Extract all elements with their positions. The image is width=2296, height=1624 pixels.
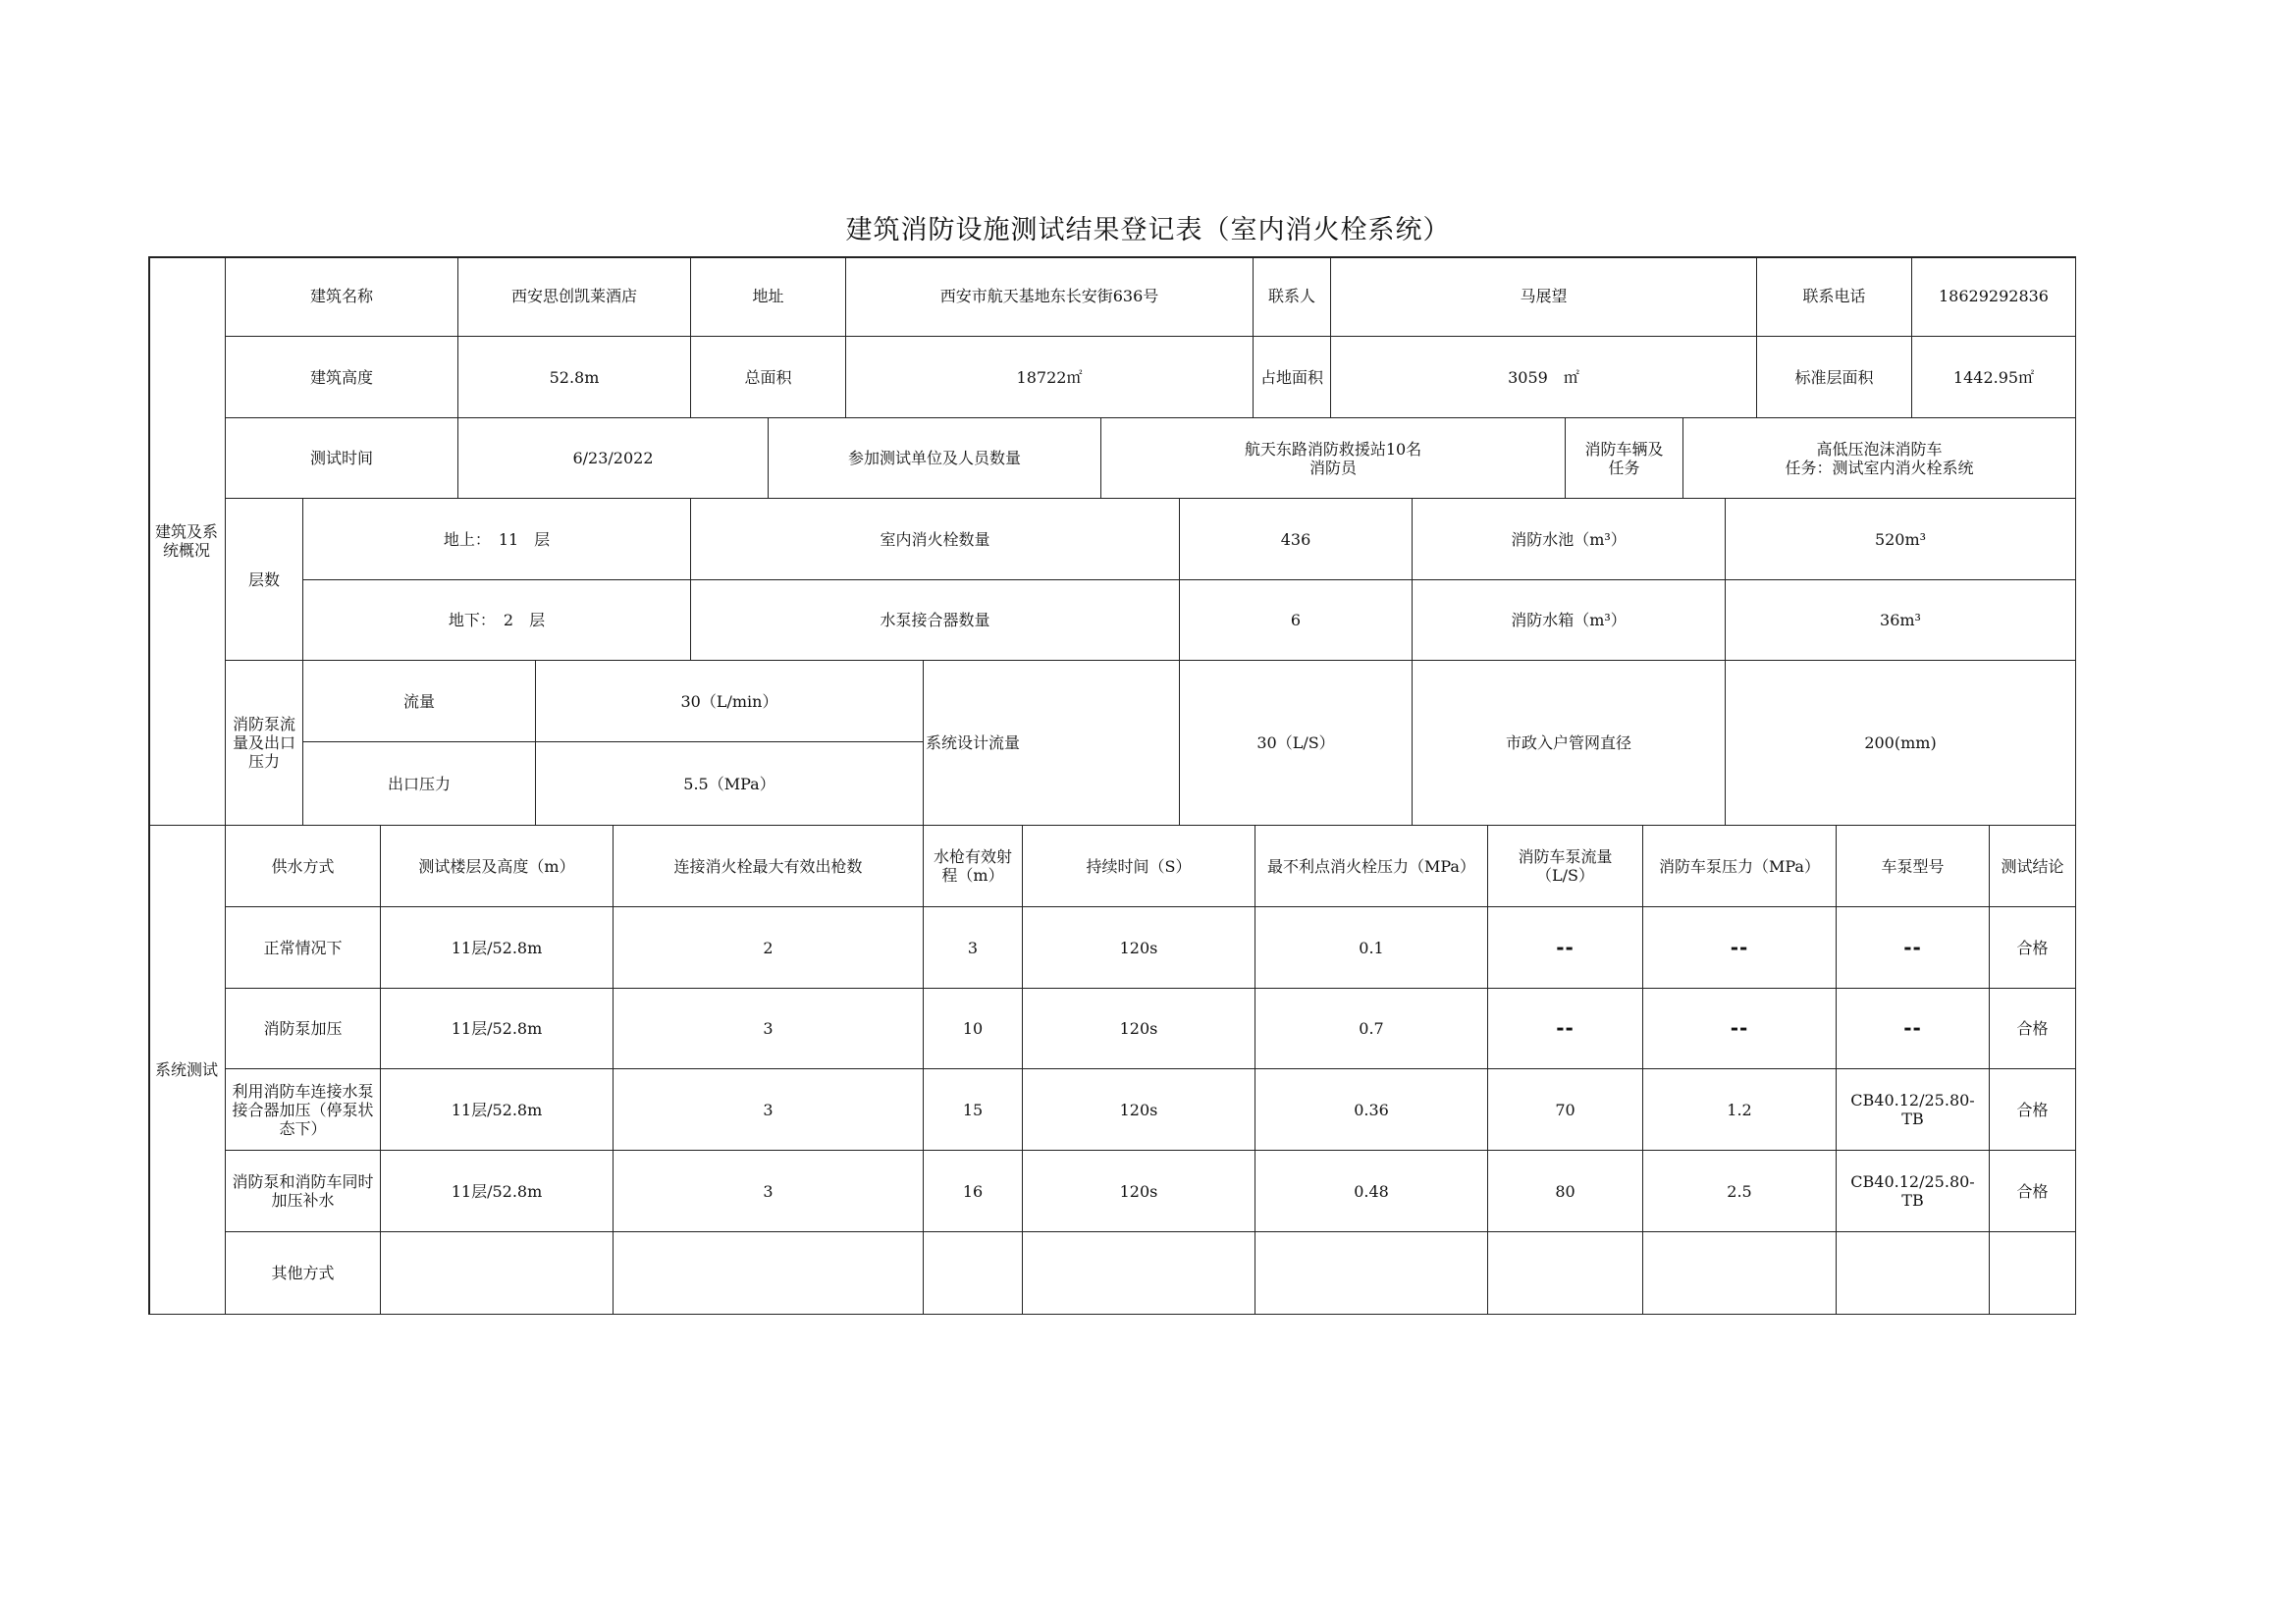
test-cell-truck-model: CB40.12/25.80-TB xyxy=(1837,1151,1990,1232)
test-cell-supply-mode: 消防泵加压 xyxy=(226,989,381,1069)
contact-label: 联系人 xyxy=(1254,256,1331,337)
header-test-floor: 测试楼层及高度（m） xyxy=(381,826,614,907)
participants-label: 参加测试单位及人员数量 xyxy=(769,418,1101,499)
pump-pressure-value: 5.5（MPa） xyxy=(536,742,924,826)
test-cell-truck-model: -- xyxy=(1837,989,1990,1069)
hydrant-count-label: 室内消火栓数量 xyxy=(691,499,1180,580)
test-cell-test-floor: 11层/52.8m xyxy=(381,907,614,989)
hydrant-count-value: 436 xyxy=(1180,499,1413,580)
test-cell-max-nozzles: 3 xyxy=(614,1069,924,1151)
fire-tank-label: 消防水箱（m³） xyxy=(1413,580,1726,661)
test-time-value: 6/23/2022 xyxy=(458,418,769,499)
test-cell-test-floor: 11层/52.8m xyxy=(381,1151,614,1232)
form-title: 建筑消防设施测试结果登记表（室内消火栓系统） xyxy=(845,215,1451,245)
phone-value: 18629292836 xyxy=(1912,256,2076,337)
test-cell-duration: 120s xyxy=(1023,1151,1255,1232)
floors-label: 层数 xyxy=(226,499,303,661)
test-cell-conclusion xyxy=(1990,1232,2076,1315)
building-name-value: 西安思创凯莱酒店 xyxy=(458,256,691,337)
test-cell-worst-pressure: 0.7 xyxy=(1255,989,1488,1069)
vehicle-value: 高低压泡沫消防车 任务：测试室内消火栓系统 xyxy=(1683,418,2076,499)
header-max-nozzles: 连接消火栓最大有效出枪数 xyxy=(614,826,924,907)
test-cell-truck-flow: 80 xyxy=(1488,1151,1643,1232)
test-cell-max-nozzles: 3 xyxy=(614,989,924,1069)
header-truck-flow: 消防车泵流量（L/S） xyxy=(1488,826,1643,907)
floors-below-value: 地下： 2 层 xyxy=(303,580,691,661)
floors-above-value: 地上： 11 层 xyxy=(303,499,691,580)
header-truck-pressure: 消防车泵压力（MPa） xyxy=(1643,826,1837,907)
fire-pool-label: 消防水池（m³） xyxy=(1413,499,1726,580)
test-cell-duration: 120s xyxy=(1023,989,1255,1069)
test-cell-truck-flow: -- xyxy=(1488,907,1643,989)
header-worst-pressure: 最不利点消火栓压力（MPa） xyxy=(1255,826,1488,907)
pipe-diameter-value: 200(mm) xyxy=(1726,661,2076,826)
test-cell-worst-pressure: 0.1 xyxy=(1255,907,1488,989)
test-cell-supply-mode: 利用消防车连接水泵接合器加压（停泵状态下） xyxy=(226,1069,381,1151)
test-cell-truck-flow: -- xyxy=(1488,989,1643,1069)
test-cell-test-floor: 11层/52.8m xyxy=(381,1069,614,1151)
header-conclusion: 测试结论 xyxy=(1990,826,2076,907)
test-cell-supply-mode: 消防泵和消防车同时加压补水 xyxy=(226,1151,381,1232)
test-cell-truck-pressure: 2.5 xyxy=(1643,1151,1837,1232)
test-cell-nozzle-range: 16 xyxy=(924,1151,1023,1232)
fire-tank-value: 36m³ xyxy=(1726,580,2076,661)
building-height-label: 建筑高度 xyxy=(226,337,458,418)
test-cell-max-nozzles xyxy=(614,1232,924,1315)
test-cell-nozzle-range: 10 xyxy=(924,989,1023,1069)
test-cell-duration: 120s xyxy=(1023,1069,1255,1151)
vehicle-label: 消防车辆及任务 xyxy=(1566,418,1683,499)
test-time-label: 测试时间 xyxy=(226,418,458,499)
test-cell-truck-flow xyxy=(1488,1232,1643,1315)
fire-pool-value: 520m³ xyxy=(1726,499,2076,580)
test-cell-conclusion: 合格 xyxy=(1990,1069,2076,1151)
test-cell-worst-pressure: 0.36 xyxy=(1255,1069,1488,1151)
header-supply-mode: 供水方式 xyxy=(226,826,381,907)
test-cell-truck-pressure: 1.2 xyxy=(1643,1069,1837,1151)
address-label: 地址 xyxy=(691,256,846,337)
land-area-value: 3059 ㎡ xyxy=(1331,337,1757,418)
test-cell-truck-pressure xyxy=(1643,1232,1837,1315)
test-cell-truck-pressure: -- xyxy=(1643,989,1837,1069)
total-area-label: 总面积 xyxy=(691,337,846,418)
test-cell-test-floor xyxy=(381,1232,614,1315)
contact-value: 马展望 xyxy=(1331,256,1757,337)
pump-flow-label: 流量 xyxy=(303,661,536,742)
test-cell-supply-mode: 正常情况下 xyxy=(226,907,381,989)
header-duration: 持续时间（S） xyxy=(1023,826,1255,907)
section-overview-label: 建筑及系统概况 xyxy=(148,256,226,826)
test-cell-test-floor: 11层/52.8m xyxy=(381,989,614,1069)
total-area-value: 18722㎡ xyxy=(846,337,1254,418)
std-floor-area-value: 1442.95㎡ xyxy=(1912,337,2076,418)
design-flow-label: 系统设计流量 xyxy=(924,661,1180,826)
design-flow-value: 30（L/S） xyxy=(1180,661,1413,826)
section-test-label: 系统测试 xyxy=(148,826,226,1315)
pump-pressure-label: 出口压力 xyxy=(303,742,536,826)
test-cell-truck-flow: 70 xyxy=(1488,1069,1643,1151)
test-cell-max-nozzles: 2 xyxy=(614,907,924,989)
pump-flow-value: 30（L/min） xyxy=(536,661,924,742)
test-cell-conclusion: 合格 xyxy=(1990,989,2076,1069)
header-nozzle-range: 水枪有效射程（m） xyxy=(924,826,1023,907)
test-cell-conclusion: 合格 xyxy=(1990,907,2076,989)
test-cell-truck-model xyxy=(1837,1232,1990,1315)
test-cell-duration: 120s xyxy=(1023,907,1255,989)
test-cell-truck-model: CB40.12/25.80-TB xyxy=(1837,1069,1990,1151)
test-cell-truck-pressure: -- xyxy=(1643,907,1837,989)
test-cell-truck-model: -- xyxy=(1837,907,1990,989)
participants-value: 航天东路消防救援站10名消防员 xyxy=(1101,418,1566,499)
building-height-value: 52.8m xyxy=(458,337,691,418)
test-cell-nozzle-range: 3 xyxy=(924,907,1023,989)
pipe-diameter-label: 市政入户管网直径 xyxy=(1413,661,1726,826)
adapter-count-label: 水泵接合器数量 xyxy=(691,580,1180,661)
header-truck-model: 车泵型号 xyxy=(1837,826,1990,907)
test-cell-nozzle-range xyxy=(924,1232,1023,1315)
test-cell-conclusion: 合格 xyxy=(1990,1151,2076,1232)
test-cell-duration xyxy=(1023,1232,1255,1315)
phone-label: 联系电话 xyxy=(1757,256,1912,337)
adapter-count-value: 6 xyxy=(1180,580,1413,661)
test-cell-worst-pressure xyxy=(1255,1232,1488,1315)
std-floor-area-label: 标准层面积 xyxy=(1757,337,1912,418)
test-cell-nozzle-range: 15 xyxy=(924,1069,1023,1151)
test-cell-supply-mode: 其他方式 xyxy=(226,1232,381,1315)
test-cell-max-nozzles: 3 xyxy=(614,1151,924,1232)
test-cell-worst-pressure: 0.48 xyxy=(1255,1151,1488,1232)
land-area-label: 占地面积 xyxy=(1254,337,1331,418)
building-name-label: 建筑名称 xyxy=(226,256,458,337)
address-value: 西安市航天基地东长安街636号 xyxy=(846,256,1254,337)
pump-label: 消防泵流量及出口压力 xyxy=(226,661,303,826)
